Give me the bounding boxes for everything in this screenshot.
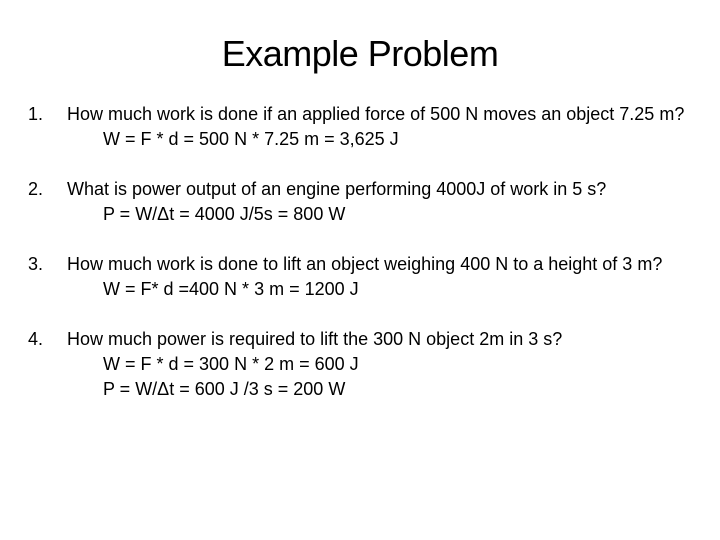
problem-item-3 (28, 252, 698, 302)
problem-number: 2. (28, 179, 44, 199)
problem-question: How much work is done if an applied force of 500 N moves an object 7.25 m? (67, 104, 685, 124)
problem-question: How much power is required to lift the 300 N object 2m in 3 s? (67, 329, 563, 349)
problem-answer: P = W/Δt = 600 J /3 s = 200 W (103, 379, 346, 399)
problem-question: How much work is done to lift an object weighing 400 N to a height of 3 m? (67, 254, 663, 274)
slide-title: Example Problem (221, 33, 499, 74)
problem-answer: W = F* d =400 N * 3 m = 1200 J (103, 279, 359, 299)
problem-item-1 (28, 102, 698, 152)
problem-item-2 (28, 177, 698, 227)
problem-answer: W = F * d = 300 N * 2 m = 600 J (103, 354, 359, 374)
problem-answer: W = F * d = 500 N * 7.25 m = 3,625 J (103, 129, 399, 149)
problem-number: 3. (28, 254, 44, 274)
problem-answer: P = W/Δt = 4000 J/5s = 800 W (103, 204, 346, 224)
problem-number: 1. (28, 104, 44, 124)
problem-number: 4. (28, 329, 44, 349)
problem-question: What is power output of an engine performing 4000J of work in 5 s? (67, 179, 607, 199)
problem-item-4 (28, 327, 698, 402)
problem-list (28, 102, 698, 427)
